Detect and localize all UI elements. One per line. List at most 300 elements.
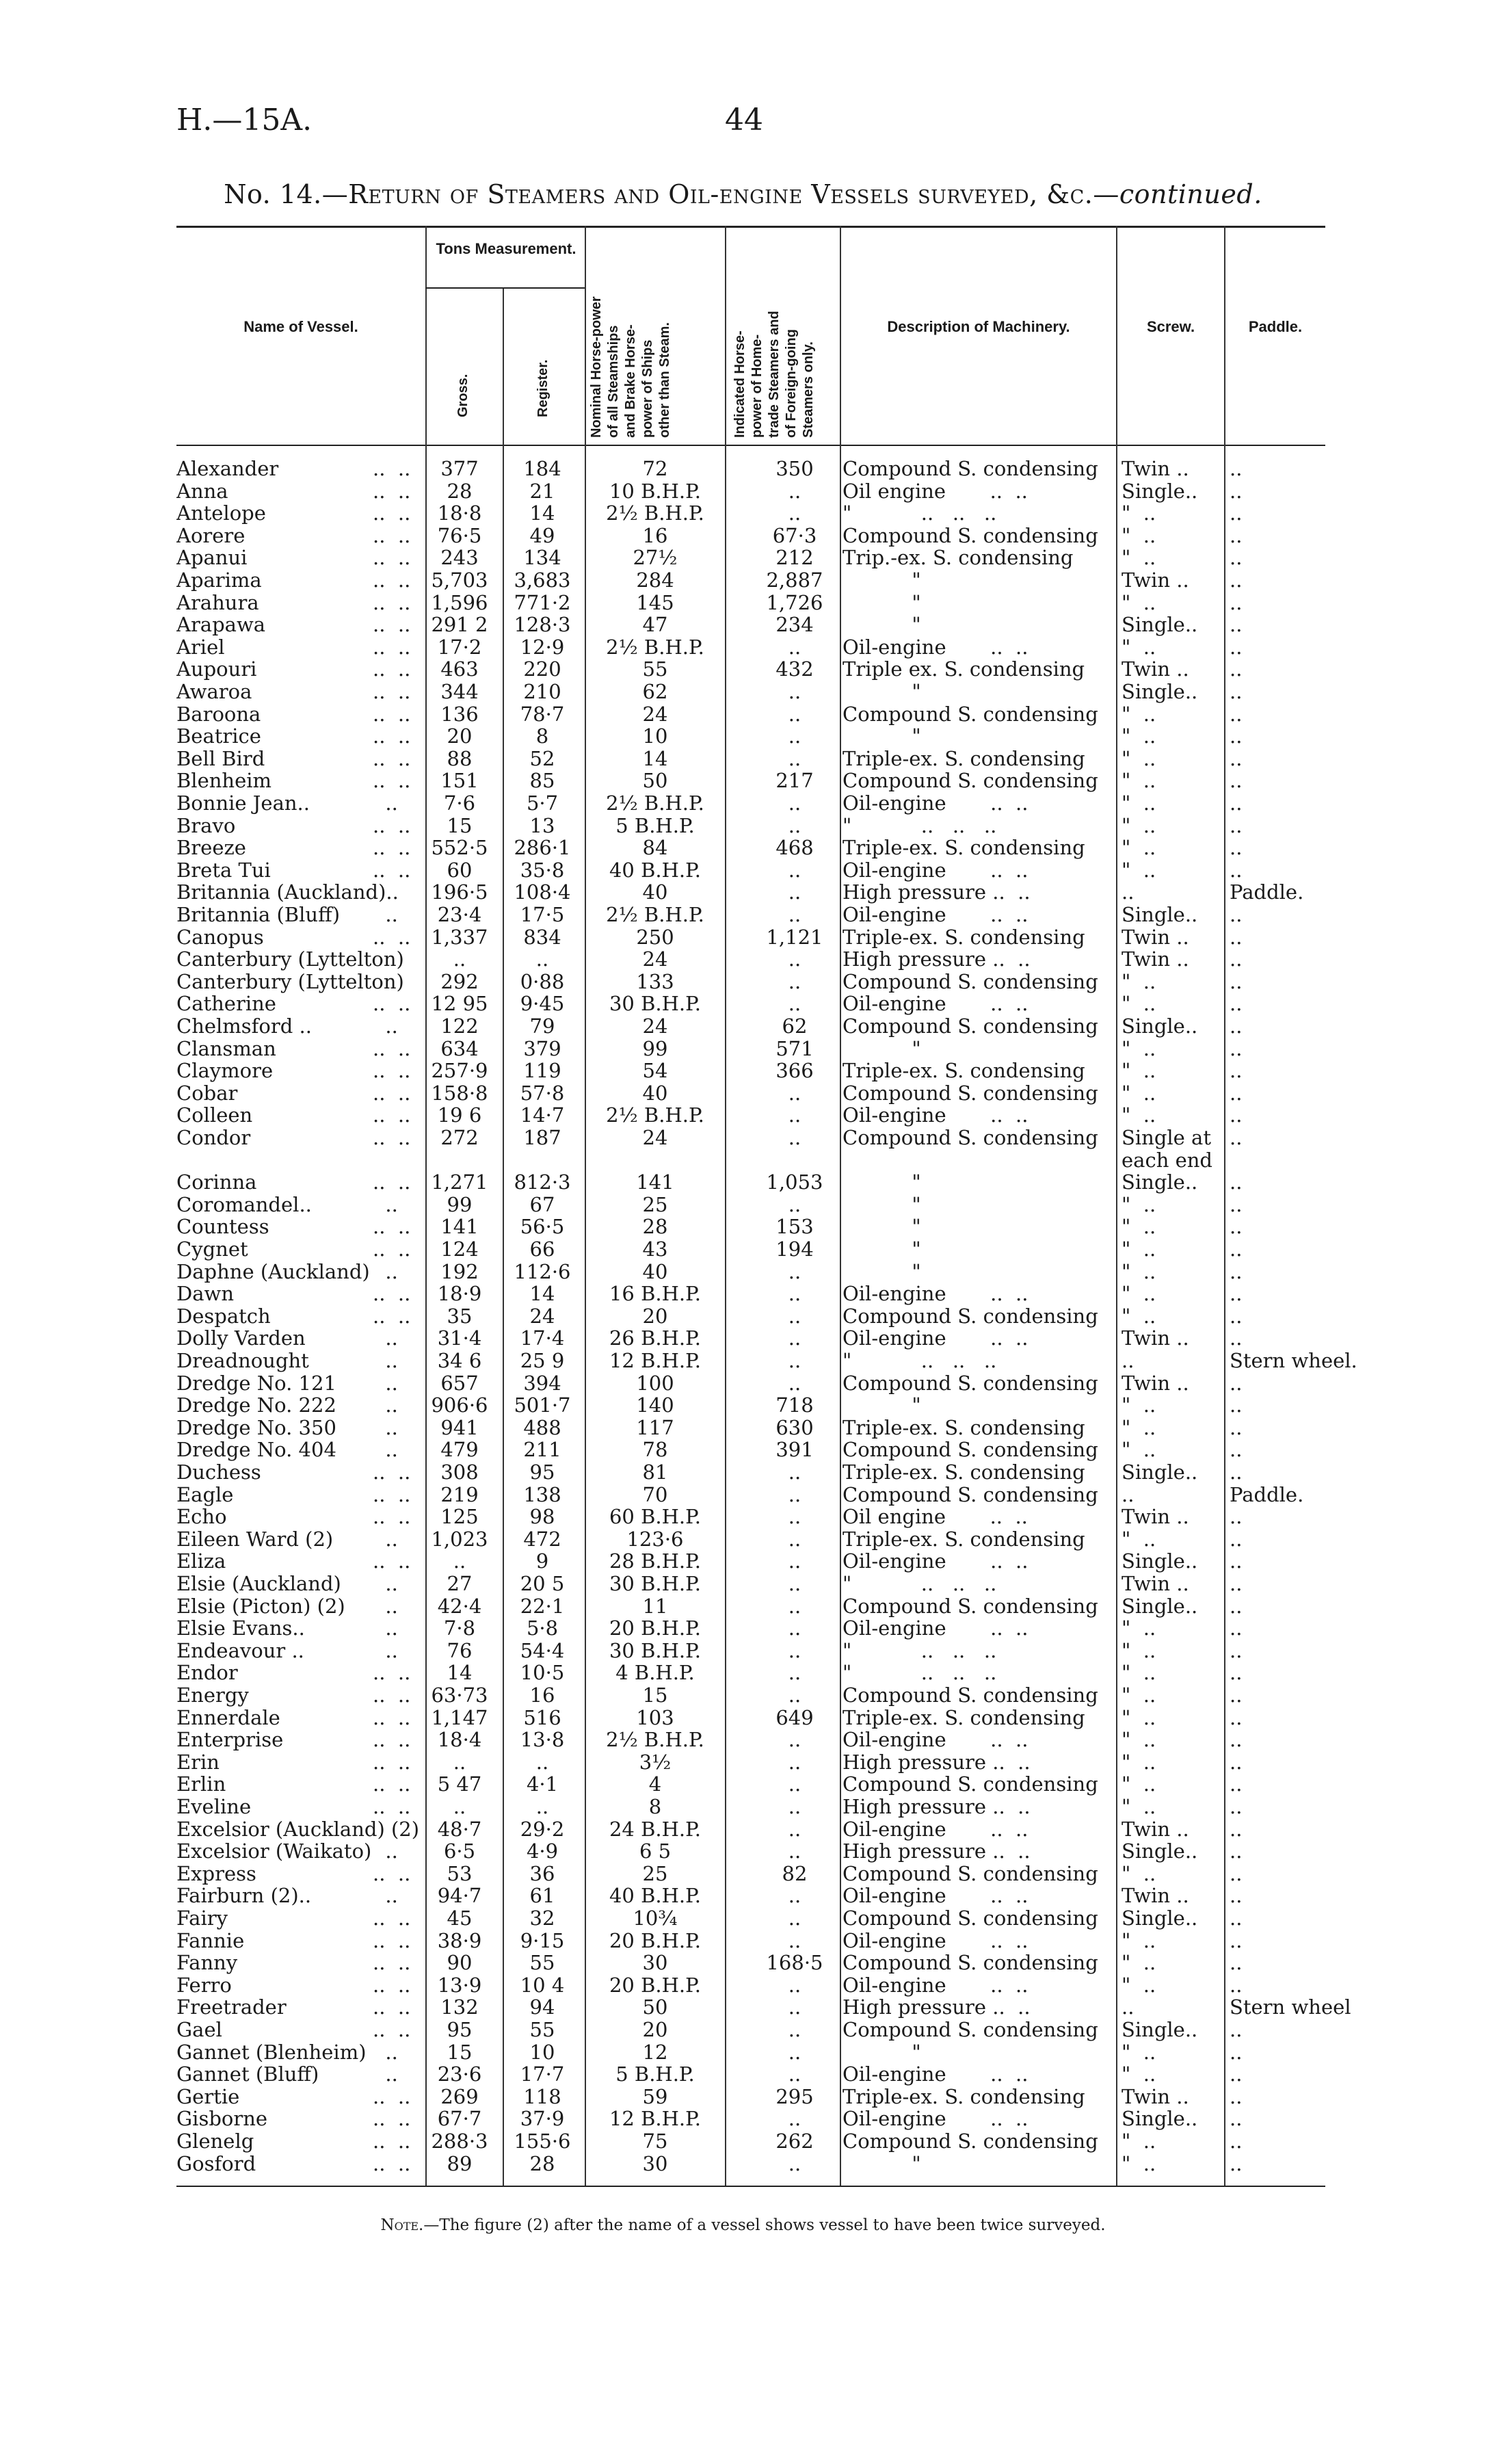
screw-type: " .. bbox=[1122, 1192, 1156, 1216]
table-row bbox=[0, 591, 1486, 614]
leader-dots: .. .. bbox=[373, 925, 411, 949]
page-number: 44 bbox=[725, 103, 763, 137]
indicated-horse-power: .. bbox=[788, 947, 801, 971]
register-tonnage: 22·1 bbox=[520, 1594, 565, 1618]
leader-dots: .. .. bbox=[373, 1460, 411, 1484]
vessel-name: Gannet (Blenheim) bbox=[176, 2040, 367, 2064]
leader-dots: .. .. bbox=[373, 1928, 411, 1952]
nominal-horse-power: 78 bbox=[642, 1438, 668, 1462]
table-row bbox=[0, 970, 1486, 993]
leader-dots: .. .. bbox=[373, 1482, 411, 1506]
header-nominal-line: power of Ships bbox=[640, 339, 655, 438]
register-tonnage: 184 bbox=[523, 457, 561, 480]
leader-dots: .. .. bbox=[373, 501, 411, 525]
paddle-type: .. bbox=[1230, 1103, 1243, 1127]
machinery-description: Oil-engine .. .. bbox=[842, 1549, 1029, 1573]
gross-tonnage: 5 47 bbox=[437, 1772, 482, 1796]
gross-tonnage: 136 bbox=[440, 702, 479, 726]
title-suffix: continued. bbox=[1119, 179, 1262, 209]
table-row bbox=[0, 2041, 1486, 2064]
paddle-type: .. bbox=[1230, 1817, 1243, 1841]
machinery-description: " bbox=[842, 1259, 921, 1283]
indicated-horse-power: .. bbox=[788, 635, 801, 659]
register-tonnage: 56·5 bbox=[520, 1215, 565, 1239]
register-tonnage: 118 bbox=[523, 2084, 561, 2108]
vessel-name: Dolly Varden bbox=[176, 1326, 306, 1350]
gross-tonnage: 125 bbox=[440, 1505, 479, 1529]
leader-dots: .. .. bbox=[373, 1549, 411, 1573]
table-row bbox=[0, 524, 1486, 547]
register-tonnage: 57·8 bbox=[520, 1081, 565, 1105]
machinery-description: Compound S. condensing bbox=[842, 1126, 1098, 1149]
vessel-name: Dawn bbox=[176, 1282, 235, 1306]
nominal-horse-power: 60 B.H.P. bbox=[609, 1505, 701, 1529]
machinery-description: Compound S. condensing bbox=[842, 969, 1098, 993]
nominal-horse-power: 26 B.H.P. bbox=[609, 1326, 701, 1350]
screw-type: " .. bbox=[1122, 813, 1156, 837]
header-nominal-line: other than Steam. bbox=[657, 322, 672, 438]
table-row bbox=[0, 769, 1486, 792]
paddle-type: .. bbox=[1230, 1527, 1243, 1551]
leader-dots: .. .. bbox=[373, 1973, 411, 1997]
gross-tonnage: 657 bbox=[440, 1371, 479, 1395]
machinery-description: Oil-engine .. .. bbox=[842, 1728, 1029, 1752]
machinery-description: Triple-ex. S. condensing bbox=[842, 1059, 1085, 1083]
machinery-description: " bbox=[842, 568, 921, 592]
gross-tonnage: 27 bbox=[447, 1572, 473, 1595]
table-row bbox=[0, 859, 1486, 882]
register-tonnage: 78·7 bbox=[520, 702, 565, 726]
gross-tonnage: 15 bbox=[447, 813, 473, 837]
paddle-type: .. bbox=[1230, 1014, 1243, 1038]
machinery-description: Oil-engine .. .. bbox=[842, 903, 1029, 926]
vessel-name: Daphne (Auckland) bbox=[176, 1259, 370, 1283]
screw-type: " .. bbox=[1122, 1728, 1156, 1752]
indicated-horse-power: .. bbox=[788, 1661, 801, 1685]
indicated-horse-power: .. bbox=[788, 1259, 801, 1283]
vessel-name: Coromandel.. bbox=[176, 1192, 312, 1216]
register-tonnage: 17·4 bbox=[520, 1326, 565, 1350]
vessel-name: Clansman bbox=[176, 1036, 276, 1060]
machinery-description: Triple-ex. S. condensing bbox=[842, 1705, 1085, 1729]
machinery-description: Compound S. condensing bbox=[842, 1861, 1098, 1885]
nominal-horse-power: 40 bbox=[642, 1259, 668, 1283]
header-indicated-line: of Foreign-going bbox=[784, 329, 799, 438]
paddle-type: .. bbox=[1230, 791, 1243, 815]
gross-tonnage: 18·8 bbox=[437, 501, 482, 525]
register-tonnage: 155·6 bbox=[514, 2129, 571, 2153]
register-tonnage: 20 5 bbox=[520, 1572, 565, 1595]
register-tonnage: 14 bbox=[529, 501, 555, 525]
screw-type: " .. bbox=[1122, 969, 1156, 993]
screw-type: " .. bbox=[1122, 1683, 1156, 1707]
table-row bbox=[0, 1059, 1486, 1082]
table-row bbox=[0, 1929, 1486, 1952]
vessel-name: Duchess bbox=[176, 1460, 261, 1484]
vessel-name: Elsie Evans.. bbox=[176, 1616, 305, 1640]
indicated-horse-power: 718 bbox=[775, 1393, 814, 1417]
leader-dots: .. bbox=[373, 2040, 398, 2064]
table-row bbox=[0, 1282, 1486, 1305]
table-row bbox=[0, 903, 1486, 926]
paddle-type: .. bbox=[1230, 479, 1243, 503]
screw-type: Single.. bbox=[1122, 1014, 1198, 1038]
register-tonnage: 14·7 bbox=[520, 1103, 565, 1127]
machinery-description: Triple-ex. S. condensing bbox=[842, 1527, 1085, 1551]
screw-type: Twin .. bbox=[1122, 947, 1189, 971]
register-tonnage: 13 bbox=[529, 813, 555, 837]
leader-dots: .. bbox=[373, 1349, 398, 1372]
paddle-type: .. bbox=[1230, 1616, 1243, 1640]
leader-dots: .. bbox=[373, 1415, 398, 1439]
machinery-description: Compound S. condensing bbox=[842, 1683, 1098, 1707]
indicated-horse-power: .. bbox=[788, 746, 801, 770]
screw-type: .. bbox=[1122, 880, 1135, 904]
screw-type: Twin .. bbox=[1122, 1505, 1189, 1529]
vessel-name: Endeavour .. bbox=[176, 1638, 304, 1662]
indicated-horse-power: 391 bbox=[775, 1438, 814, 1462]
paddle-type: .. bbox=[1230, 680, 1243, 703]
screw-type: " .. bbox=[1122, 2062, 1156, 2086]
vessel-name: Dredge No. 404 bbox=[176, 1438, 336, 1462]
machinery-description: " .. .. .. bbox=[842, 813, 997, 837]
register-tonnage: 94 bbox=[529, 1995, 555, 2019]
paddle-type: .. bbox=[1230, 947, 1243, 971]
indicated-horse-power: .. bbox=[788, 1594, 801, 1618]
machinery-description: " bbox=[842, 2040, 921, 2064]
table-row bbox=[0, 1483, 1486, 1506]
indicated-horse-power: .. bbox=[788, 1817, 801, 1841]
register-tonnage: 9 bbox=[535, 1549, 549, 1573]
paddle-type: .. bbox=[1230, 903, 1243, 926]
indicated-horse-power: 62 bbox=[782, 1014, 808, 1038]
paddle-type: .. bbox=[1230, 1081, 1243, 1105]
screw-type: Twin .. bbox=[1122, 1884, 1189, 1908]
vessel-name: Alexander bbox=[176, 457, 279, 480]
title-main: Return of Steamers and Oil-engine Vessels surveyed, &c.— bbox=[348, 179, 1119, 209]
register-tonnage: 501·7 bbox=[514, 1393, 571, 1417]
gross-tonnage: 5,703 bbox=[431, 568, 488, 592]
table-row bbox=[0, 1460, 1486, 1484]
machinery-description: Oil-engine .. .. bbox=[842, 1817, 1029, 1841]
paddle-type: .. bbox=[1230, 1906, 1243, 1930]
register-tonnage: 79 bbox=[529, 1014, 555, 1038]
leader-dots: .. .. bbox=[373, 2084, 411, 2108]
machinery-description: Compound S. condensing bbox=[842, 702, 1098, 726]
register-tonnage: 211 bbox=[523, 1438, 561, 1462]
vessel-name: Echo bbox=[176, 1505, 227, 1529]
leader-dots: .. bbox=[373, 1259, 398, 1283]
paddle-type: Stern wheel. bbox=[1230, 1349, 1357, 1372]
table-row bbox=[0, 2018, 1486, 2041]
vessel-name: Blenheim bbox=[176, 769, 272, 793]
register-tonnage: 36 bbox=[529, 1861, 555, 1885]
leader-dots: .. bbox=[373, 1014, 398, 1038]
paddle-type: .. bbox=[1230, 1705, 1243, 1729]
vessel-name: Dredge No. 350 bbox=[176, 1415, 336, 1439]
gross-tonnage: 124 bbox=[440, 1237, 479, 1261]
screw-type: " .. bbox=[1122, 1304, 1156, 1328]
register-tonnage: 3,683 bbox=[514, 568, 571, 592]
paddle-type: .. bbox=[1230, 813, 1243, 837]
gross-tonnage: 99 bbox=[447, 1192, 473, 1216]
gross-tonnage: 76·5 bbox=[437, 523, 482, 547]
vessel-name: Condor bbox=[176, 1126, 251, 1149]
leader-dots: .. .. bbox=[373, 858, 411, 882]
leader-dots: .. .. bbox=[373, 523, 411, 547]
paddle-type: .. bbox=[1230, 2129, 1243, 2153]
indicated-horse-power: .. bbox=[788, 2151, 801, 2175]
header-register: Register. bbox=[535, 359, 550, 417]
indicated-horse-power: .. bbox=[788, 1304, 801, 1328]
nominal-horse-power: 11 bbox=[642, 1594, 668, 1618]
nominal-horse-power: 12 B.H.P. bbox=[609, 2107, 701, 2131]
register-tonnage: 21 bbox=[529, 479, 555, 503]
nominal-horse-power: 20 B.H.P. bbox=[609, 1973, 701, 1997]
screw-type: Twin .. bbox=[1122, 1371, 1189, 1395]
screw-type: Single.. bbox=[1122, 1594, 1198, 1618]
indicated-horse-power: .. bbox=[788, 1460, 801, 1484]
indicated-horse-power: .. bbox=[788, 479, 801, 503]
screw-type: " .. bbox=[1122, 546, 1156, 570]
leader-dots: .. bbox=[373, 1527, 398, 1551]
table-row bbox=[0, 2107, 1486, 2130]
vessel-name: Anna bbox=[176, 479, 228, 503]
machinery-description: Triple-ex. S. condensing bbox=[842, 2084, 1085, 2108]
indicated-horse-power: 649 bbox=[775, 1705, 814, 1729]
vessel-name: Breta Tui bbox=[176, 858, 271, 882]
nominal-horse-power: 10 B.H.P. bbox=[609, 479, 701, 503]
table-row bbox=[0, 2152, 1486, 2175]
nominal-horse-power: 30 B.H.P. bbox=[609, 992, 701, 1016]
nominal-horse-power: 59 bbox=[642, 2084, 668, 2108]
screw-type: " .. bbox=[1122, 724, 1156, 748]
screw-type: " .. bbox=[1122, 1215, 1156, 1239]
nominal-horse-power: 40 B.H.P. bbox=[609, 1884, 701, 1908]
header-nominal-line: and Brake Horse- bbox=[623, 324, 638, 438]
gross-tonnage: 463 bbox=[440, 657, 479, 681]
indicated-horse-power: .. bbox=[788, 1884, 801, 1908]
leader-dots: .. .. bbox=[373, 992, 411, 1016]
nominal-horse-power: 117 bbox=[636, 1415, 674, 1439]
indicated-horse-power: .. bbox=[788, 1995, 801, 2019]
paddle-type: .. bbox=[1230, 2018, 1243, 2041]
leader-dots: .. .. bbox=[373, 457, 411, 480]
indicated-horse-power: .. bbox=[788, 1928, 801, 1952]
nominal-horse-power: 40 bbox=[642, 1081, 668, 1105]
gross-tonnage: 13·9 bbox=[437, 1973, 482, 1997]
table-row bbox=[0, 791, 1486, 815]
screw-type: " .. bbox=[1122, 523, 1156, 547]
nominal-horse-power: 30 B.H.P. bbox=[609, 1638, 701, 1662]
table-top-rule bbox=[176, 226, 1325, 228]
vessel-name: Beatrice bbox=[176, 724, 261, 748]
paddle-type: .. bbox=[1230, 2040, 1243, 2064]
paddle-type: Paddle. bbox=[1230, 880, 1304, 904]
indicated-horse-power: 234 bbox=[775, 613, 814, 637]
vessel-name: Eagle bbox=[176, 1482, 234, 1506]
leader-dots: .. .. bbox=[373, 1304, 411, 1328]
leader-dots: .. .. bbox=[373, 568, 411, 592]
paddle-type: .. bbox=[1230, 2107, 1243, 2131]
leader-dots: .. .. bbox=[373, 1237, 411, 1261]
register-tonnage: 394 bbox=[523, 1371, 561, 1395]
register-tonnage: 67 bbox=[529, 1192, 555, 1216]
indicated-horse-power: .. bbox=[788, 1772, 801, 1796]
leader-dots: .. .. bbox=[373, 479, 411, 503]
table-row bbox=[0, 1974, 1486, 1997]
paddle-type: .. bbox=[1230, 992, 1243, 1016]
indicated-horse-power: 295 bbox=[775, 2084, 814, 2108]
gross-tonnage: 1,147 bbox=[431, 1705, 488, 1729]
indicated-horse-power: .. bbox=[788, 1549, 801, 1573]
indicated-horse-power: .. bbox=[788, 2040, 801, 2064]
vessel-name: Bonnie Jean.. bbox=[176, 791, 310, 815]
gross-tonnage: 308 bbox=[440, 1460, 479, 1484]
register-tonnage: 28 bbox=[529, 2151, 555, 2175]
register-tonnage: 286·1 bbox=[514, 836, 571, 860]
indicated-horse-power: .. bbox=[788, 1482, 801, 1506]
screw-type: Single.. bbox=[1122, 2107, 1198, 2131]
gross-tonnage: 28 bbox=[447, 479, 473, 503]
leader-dots: .. .. bbox=[373, 746, 411, 770]
register-tonnage: 14 bbox=[529, 1282, 555, 1306]
register-tonnage: 9·15 bbox=[520, 1928, 565, 1952]
header-indicated-line: Indicated Horse- bbox=[732, 330, 747, 438]
paddle-type: .. bbox=[1230, 1170, 1243, 1194]
register-tonnage: 0·88 bbox=[520, 969, 565, 993]
gross-tonnage: 552·5 bbox=[431, 836, 488, 860]
gross-tonnage: 1,271 bbox=[431, 1170, 488, 1194]
gross-tonnage: 1,337 bbox=[431, 925, 488, 949]
machinery-description: " bbox=[842, 1192, 921, 1216]
paddle-type: .. bbox=[1230, 969, 1243, 993]
table-row bbox=[0, 1372, 1486, 1395]
machinery-description: Oil engine .. .. bbox=[842, 479, 1028, 503]
paddle-type: .. bbox=[1230, 2062, 1243, 2086]
gross-tonnage: 60 bbox=[447, 858, 473, 882]
nominal-horse-power: 20 bbox=[642, 1304, 668, 1328]
leader-dots: .. bbox=[373, 1839, 398, 1863]
leader-dots: .. .. bbox=[373, 1215, 411, 1239]
table-row bbox=[0, 814, 1486, 837]
table-row bbox=[0, 2085, 1486, 2108]
vessel-name: Energy bbox=[176, 1683, 249, 1707]
screw-type: " .. bbox=[1122, 1661, 1156, 1685]
gross-tonnage: 291 2 bbox=[431, 613, 488, 637]
leader-dots: .. .. bbox=[373, 590, 411, 614]
screw-type: Single.. bbox=[1122, 1460, 1198, 1484]
machinery-description: Compound S. condensing bbox=[842, 769, 1098, 793]
table-row bbox=[0, 880, 1486, 904]
screw-type: Single.. bbox=[1122, 1170, 1198, 1194]
table-row bbox=[0, 1103, 1486, 1127]
indicated-horse-power: .. bbox=[788, 1371, 801, 1395]
screw-type: " .. bbox=[1122, 702, 1156, 726]
machinery-description: High pressure .. .. bbox=[842, 947, 1031, 971]
vessel-name: Fairy bbox=[176, 1906, 228, 1930]
paddle-type: .. bbox=[1230, 457, 1243, 480]
header-indicated-line: power of Home- bbox=[749, 334, 765, 438]
table-row bbox=[0, 1149, 1486, 1172]
screw-type: Single.. bbox=[1122, 479, 1198, 503]
header-bottom-rule bbox=[176, 445, 1325, 446]
header-description-of-machinery: Description of Machinery. bbox=[887, 318, 1070, 335]
table-row bbox=[0, 1772, 1486, 1796]
paddle-type: .. bbox=[1230, 1884, 1243, 1908]
paddle-type: .. bbox=[1230, 1371, 1243, 1395]
leader-dots: .. .. bbox=[373, 1282, 411, 1306]
leader-dots: .. .. bbox=[373, 1728, 411, 1752]
table-row bbox=[0, 1995, 1486, 2019]
table-row bbox=[0, 1906, 1486, 1930]
nominal-horse-power: 16 B.H.P. bbox=[609, 1282, 701, 1306]
register-tonnage: 138 bbox=[523, 1482, 561, 1506]
paddle-type: .. bbox=[1230, 1237, 1243, 1261]
paddle-type: .. bbox=[1230, 1192, 1243, 1216]
header-paddle: Paddle. bbox=[1248, 318, 1303, 335]
register-tonnage: 812·3 bbox=[514, 1170, 571, 1194]
register-tonnage: 187 bbox=[523, 1126, 561, 1149]
gross-tonnage: 14 bbox=[447, 1661, 473, 1685]
table-row bbox=[0, 1661, 1486, 1684]
gross-tonnage: 34 6 bbox=[437, 1349, 482, 1372]
nominal-horse-power: 54 bbox=[642, 1059, 668, 1083]
register-tonnage: 472 bbox=[523, 1527, 561, 1551]
gross-tonnage: 35 bbox=[447, 1304, 473, 1328]
gross-tonnage: 292 bbox=[440, 969, 479, 993]
table-row bbox=[0, 1260, 1486, 1283]
table-row bbox=[0, 1505, 1486, 1528]
screw-type: " .. bbox=[1122, 992, 1156, 1016]
screw-type: " .. bbox=[1122, 1059, 1156, 1083]
register-tonnage: 32 bbox=[529, 1906, 555, 1930]
nominal-horse-power: 4 B.H.P. bbox=[615, 1661, 695, 1685]
nominal-horse-power: 10¾ bbox=[633, 1906, 678, 1930]
indicated-horse-power: 468 bbox=[775, 836, 814, 860]
nominal-horse-power: 30 B.H.P. bbox=[609, 1572, 701, 1595]
indicated-horse-power: 2,887 bbox=[766, 568, 823, 592]
register-tonnage: 516 bbox=[523, 1705, 561, 1729]
screw-type: Single.. bbox=[1122, 680, 1198, 703]
nominal-horse-power: 30 bbox=[642, 1951, 668, 1975]
indicated-horse-power: .. bbox=[788, 858, 801, 882]
table-row bbox=[0, 1215, 1486, 1238]
leader-dots: .. bbox=[373, 1326, 398, 1350]
register-tonnage: 10·5 bbox=[520, 1661, 565, 1685]
paddle-type: .. bbox=[1230, 1438, 1243, 1462]
nominal-horse-power: 25 bbox=[642, 1192, 668, 1216]
screw-type: Single.. bbox=[1122, 2018, 1198, 2041]
paddle-type: .. bbox=[1230, 657, 1243, 681]
screw-type: " .. bbox=[1122, 746, 1156, 770]
machinery-description: Compound S. condensing bbox=[842, 1482, 1098, 1506]
leader-dots: .. .. bbox=[373, 1750, 411, 1774]
nominal-horse-power: 15 bbox=[642, 1683, 668, 1707]
register-tonnage: 488 bbox=[523, 1415, 561, 1439]
title-prefix: No. 14.— bbox=[224, 179, 349, 209]
table-row bbox=[0, 1572, 1486, 1595]
table-row bbox=[0, 926, 1486, 949]
nominal-horse-power: 100 bbox=[636, 1371, 674, 1395]
register-tonnage: 9·45 bbox=[520, 992, 565, 1016]
leader-dots: .. .. bbox=[373, 1705, 411, 1729]
register-tonnage: 8 bbox=[535, 724, 549, 748]
nominal-horse-power: 99 bbox=[642, 1036, 668, 1060]
indicated-horse-power: 1,726 bbox=[766, 590, 823, 614]
gross-tonnage: 19 6 bbox=[437, 1103, 482, 1127]
leader-dots: .. .. bbox=[373, 836, 411, 860]
